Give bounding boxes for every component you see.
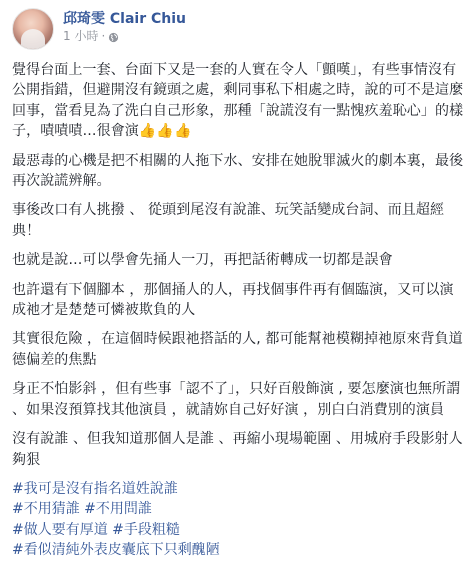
post-paragraph: 身正不怕影斜 ，但有些事「認不了」，只好百般飾演 , 要怎麼演也無所謂 、如果沒預算找其他演員 ，就請妳自己好好演 ，別白白消費別的演員 bbox=[12, 381, 461, 418]
post-paragraph: 也許還有下個腳本 ，那個捅人的人，再找個事件再有個臨演，又可以演成祂才是楚楚可憐被欺負的人 bbox=[12, 281, 454, 319]
separator-dot: · bbox=[101, 29, 106, 43]
post-subline bbox=[63, 28, 186, 45]
hashtag-link[interactable]: #不用猜誰 #不用問誰 bbox=[12, 501, 152, 518]
post-header bbox=[12, 8, 464, 54]
post-paragraph: 覺得台面上一套、台面下又是一套的人實在令人「顫嘆」，有些事情沒有公開指錯，但避開沒有鏡頭之處，剩同事私下相處之時，說的可不是這麼回事，當看見為了洗白自己形象，那種「說謊沒有一點愧疚羞恥心」的樣子，嘖嘖嘖…很會演👍👍👍 bbox=[12, 62, 464, 140]
post-paragraph: 也就是說…可以學會先捅人一刀，再把話術轉成一切都是誤會 bbox=[12, 252, 393, 269]
hashtag-link[interactable]: #看似清純外表皮囊底下只剩醜陋 bbox=[12, 542, 220, 559]
post-paragraph: 其實很危險 ，在這個時候跟祂搭話的人, 都可能幫祂模糊掉祂原來背負道德偏差的焦點 bbox=[12, 331, 463, 368]
post-body bbox=[12, 60, 464, 561]
hashtag-link[interactable]: #我可是沒有指名道姓說誰 bbox=[12, 480, 178, 497]
post-paragraph: 最惡毒的心機是把不相關的人拖下水、安排在她脫罪滅火的劇本裏，最後再次說謊辨解。 bbox=[12, 152, 464, 190]
author-name[interactable]: 邱琦雯 Clair Chiu bbox=[63, 11, 186, 27]
post-paragraph: 沒有說誰 、但我知道那個人是誰 、再縮小現場範圍 、用城府手段影射人夠狠 bbox=[12, 431, 463, 468]
post-time[interactable]: 1 小時 bbox=[63, 29, 99, 43]
post-paragraph: 事後改口有人挑撥 、 從頭到尾沒有說誰、玩笑話變成台詞、而且超經典！ bbox=[12, 202, 445, 239]
avatar[interactable] bbox=[12, 8, 54, 50]
globe-icon[interactable] bbox=[108, 31, 119, 42]
hashtag-link[interactable]: #做人要有厚道 #手段粗糙 bbox=[12, 521, 180, 538]
post-meta bbox=[63, 10, 186, 45]
hashtag-list bbox=[12, 479, 464, 561]
